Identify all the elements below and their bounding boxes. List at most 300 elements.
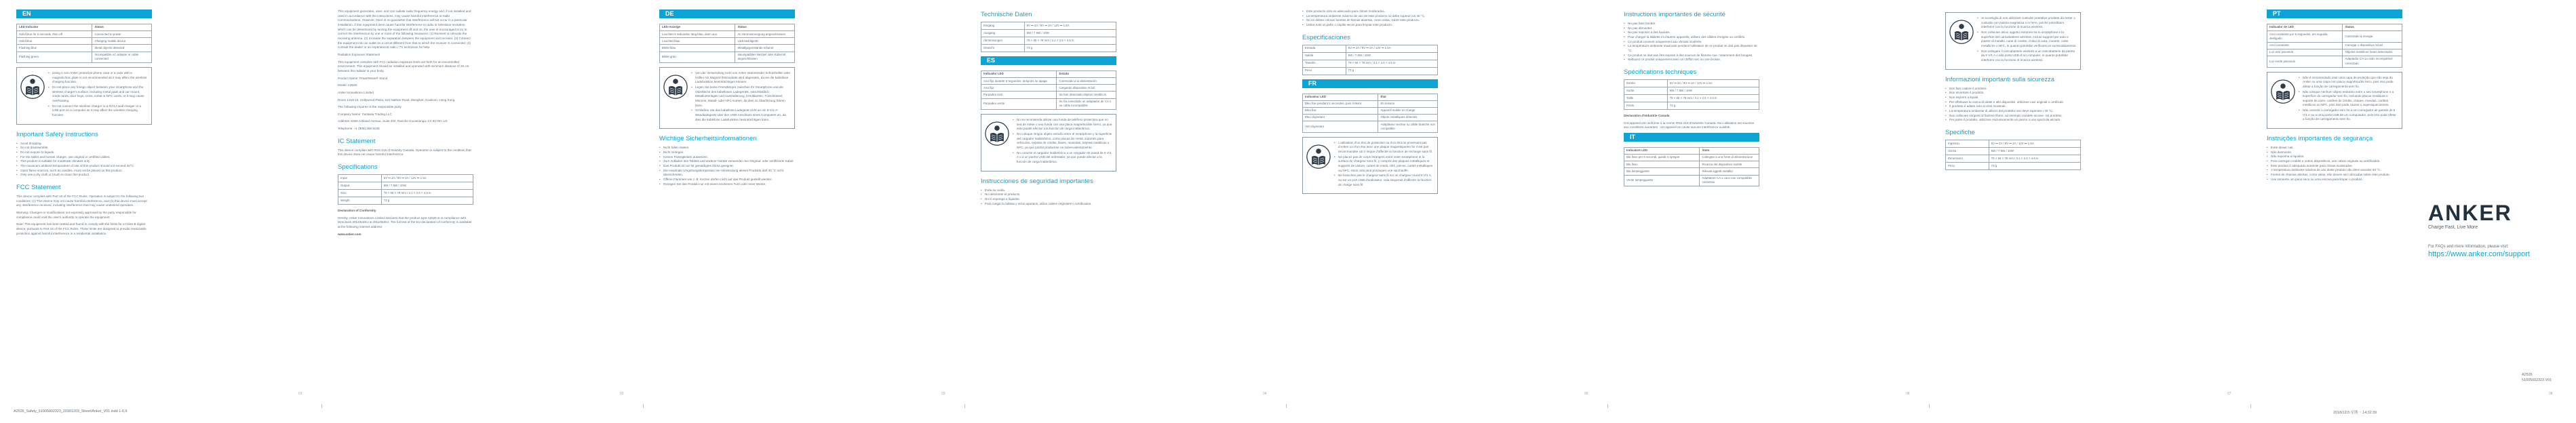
spec-value: 73 g: [1346, 67, 1437, 75]
warning-list: [1013, 118, 1112, 165]
column-header-status: Estado: [1057, 71, 1116, 78]
spec-value: 73 g: [1667, 102, 1759, 109]
spec-row: [1946, 155, 2081, 162]
list-item: • Pour charger la tablette et d'autres appareils, utilisez des câbles d'origine ou certifiés.: [1624, 35, 1759, 40]
warning-list: [1334, 141, 1434, 188]
declaration-url: www.anker.com: [338, 232, 362, 236]
specifications-table: [981, 22, 1116, 52]
led-status-cell: Se han detectado objetos metálicos: [1057, 92, 1116, 98]
spec-row: [338, 175, 473, 182]
specifications-title: Spécifications techniques: [1624, 68, 1697, 76]
list-item: • Nicht fallen lassen.: [659, 146, 795, 150]
list-item: • A temperatura ambiente máxima de uso deste produto não deve exceder 40 °C.: [2267, 168, 2402, 173]
warning-item: • Non collocare alcun oggetto estraneo tra lo smartphone e la superficie del caricabatterie wireless, inclusi supporti per auto e piastre di metallo, carte di credito, chiavi di casa, monete, carte metalliche o NFC, in quanto potrebbe verificarsi un surriscaldamento.: [1977, 31, 2077, 49]
table-row: [660, 31, 795, 38]
spec-value: 73 g: [1989, 162, 2080, 169]
list-item: • Only use a dry cloth or brush to clean this product.: [16, 173, 152, 178]
led-indicator-table: [981, 70, 1116, 110]
table-row: [660, 52, 795, 63]
list-item: • Open flame sources, such as candles, must not be placed on this product.: [16, 169, 152, 174]
spec-row: [981, 45, 1116, 52]
spec-label: Sortie: [1624, 87, 1668, 94]
table-row: [17, 52, 152, 63]
page-column-left: [1302, 9, 1438, 198]
led-status-cell: An Stromversorgung angeschlossen: [735, 31, 795, 38]
warning-item: • L'utilisation d'un étui de protection ou d'un étui ne provenant pas d'Anker ou d'un étui avec une plaque magnétique/en fer n'est pas recommandée car il risque d'affecter la fonction de recharge sans fil.: [1334, 141, 1434, 155]
list-item: • Este produto é adequado somente para climas moderados.: [2267, 164, 2402, 169]
column-header-indicator: Indicatore LED: [1624, 147, 1700, 154]
list-item: • La temperatura ambiente di utilizzo del prodotto non deve superare i 40 °C.: [1945, 109, 2081, 114]
warning-list: [48, 71, 148, 118]
table-row: [981, 85, 1116, 92]
spec-value: 5V ⎓ 2A / 9V ⎓ 2A / 12V ⎓ 1.5A: [381, 175, 473, 182]
list-item: • Non esporre a liquidi.: [1945, 96, 2081, 100]
safety-title: Instructions importantes de sécurité: [1624, 11, 1725, 18]
spec-label: Ausgang: [981, 30, 1025, 37]
led-indicator-cell: Parpadeo verde: [981, 98, 1057, 110]
table-row: [981, 78, 1116, 85]
table-row: [1624, 161, 1759, 168]
led-status-cell: Appareil mobile en charge: [1378, 107, 1438, 114]
led-indicator-cell: Azul constante: [2267, 42, 2343, 49]
print-footer-left: A2526_Safety_51005002323_20181203_Sheet/Anker_V01.indd 1-6,9: [14, 409, 128, 414]
list-item: • Ne pas exposer à des liquides.: [1624, 31, 1759, 35]
column-header-indicator: Indicateur LED: [1303, 94, 1378, 100]
led-indicator-cell: Flashing blue: [17, 45, 92, 52]
support-url: https://www.anker.com/support: [2428, 250, 2530, 258]
list-item: • Das Produkt ist nur für gemäßigtes Klima geeignet.: [659, 164, 795, 169]
list-item: • Nettoyez ce produit uniquement avec un chiffon sec ou une brosse.: [1624, 58, 1759, 62]
table-row: [1303, 107, 1438, 114]
info-paragraph: The following importer is the responsible party.: [338, 105, 402, 109]
safety-title: Instrucciones de seguridad importantes: [981, 177, 1093, 185]
led-status-cell: Ricarica del dispositivo mobile: [1700, 161, 1759, 168]
led-status-cell: Adaptateur secteur ou câble branché non compatible: [1378, 121, 1438, 133]
led-status-cell: Charging mobile device: [92, 38, 152, 45]
manual-page-06: [1607, 0, 1929, 423]
list-item: • Ne pas faire tomber.: [1624, 22, 1759, 26]
spec-value: 78 × 65 × 78 mm / 3.1 × 2.6 × 4.6 in: [1667, 94, 1759, 102]
page-column-left: [16, 9, 152, 239]
spec-row: [1946, 162, 2081, 169]
list-item: • Non collocare sorgenti di fiamme libere, ad esempio candele accese, sul prodotto.: [1945, 114, 2081, 119]
spec-label: Entrée: [1624, 79, 1668, 87]
specifications-title: Technische Daten: [981, 11, 1032, 18]
led-indicator-cell: Luz verde piscando: [2267, 56, 2343, 68]
fold-line: [321, 404, 322, 408]
specifications-table: [1302, 45, 1438, 75]
warning-box: [659, 67, 795, 129]
fold-line: [1286, 404, 1287, 408]
led-indicator-table: [659, 24, 795, 63]
info-paragraph: This equipment generates, uses, and can radiate radio frequency energy and, if not installed and used in accordance with the instructions, may cause harmful interference to radio communications. However, there is no guarantee that interference will not occur in a particular installation. If this equipment does cause harmful interference to radio or television reception, which can be determined by turning the equipment off and on, the user is encouraged to try to correct the interference by one or more of the following measures: (1) Reorient or relocate the receiving antenna. (2) Increase the separation between the equipment and receiver. (3) Connect the equipment into an outlet on a circuit different from that to which the receiver is connected. (4) Consult the dealer or an experienced radio / TV technician for help.: [338, 9, 471, 49]
warning-list: [691, 71, 791, 122]
list-item: • Reinigen Sie das Produkt nur mit einem trockenen Tuch oder einer Bürste.: [659, 182, 795, 187]
list-item: • Die maximale Umgebungstemperatur bei Verwendung dieses Produkts darf 40 °C nicht überschreiten.: [659, 169, 795, 178]
table-row: [981, 98, 1116, 110]
spec-row: [1303, 67, 1438, 75]
specifications-table: [1945, 140, 2081, 170]
part-code: 51005002323 V01: [2522, 378, 2552, 383]
table-row: [17, 45, 152, 52]
table-row: [17, 38, 152, 45]
led-indicator-cell: Azul constante por 5 segundos, em seguida, desligado: [2267, 31, 2343, 43]
page-content: [1929, 9, 2250, 393]
safety-list: [659, 146, 795, 186]
led-status-cell: Connected to power: [92, 31, 152, 38]
page-number: 04: [1263, 392, 1267, 396]
model-info: [2522, 372, 2552, 383]
table-row: [17, 31, 152, 38]
led-status-cell: Carregar o dispositivo móvel: [2343, 42, 2402, 49]
safety-title: Informazioni importanti sulla sicurezza: [1945, 75, 2055, 83]
list-item: • This product is suitable for moderate climates only.: [16, 159, 152, 164]
list-item: • Keinen Flüssigkeiten aussetzen.: [659, 155, 795, 160]
table-header-row: [17, 24, 152, 31]
page-number: 06: [1906, 392, 1910, 396]
led-indicator-cell: Blinkt grün: [660, 52, 735, 63]
led-indicator-cell: Parpadeo azul: [981, 92, 1057, 98]
spec-row: [1624, 94, 1759, 102]
column-header-indicator: Indicador de LED: [2267, 24, 2343, 31]
spec-value: 73 g: [381, 197, 473, 205]
led-indicator-table: [1624, 147, 1759, 186]
page-content: [964, 9, 1286, 393]
spec-value: 5V ⎓ 2A / 9V ⎓ 2A / 12V ⎓ 1.5A: [1989, 140, 2080, 147]
fcc-paragraph: This device complies with Part 15 of the FCC Rules. Operation is subject to the following two conditions: (1) This device may not cause harmful interference, and (2) this device must accept any interference received, including interference that may cause undesired operation.: [16, 194, 147, 207]
read-manual-icon: [20, 75, 45, 100]
list-item: • Do not expose to liquids.: [16, 150, 152, 155]
column-header-status: Status: [2343, 24, 2402, 31]
specifications-title: Specifiche: [1945, 128, 1975, 136]
warning-item: • Do not connect the wireless charger to a 5V/1A wall charger or a USB port on a computer as it may affect the wireless charging function.: [48, 104, 148, 118]
led-indicator-cell: Azul fijo durante 5 segundos, después se apaga: [981, 78, 1057, 85]
list-item: • Ce produit convient uniquement aux climats modérés.: [1624, 40, 1759, 45]
declaration-title: Declaration of Conformity: [338, 209, 376, 213]
anker-logo: ANKER: [2428, 201, 2512, 225]
table-row: [1303, 115, 1438, 121]
fcc-title: FCC Statement: [16, 183, 61, 191]
warning-item: • Von der Verwendung nicht von Anker stammender Schutzhüllen oder Hüllen mit Magnet-/Eisenplatte wird abgeraten, da sie die kabellose Ladefunktion beeinträchtigen können.: [691, 71, 791, 85]
warning-item: • Do not place any foreign object between your smartphone and the wireless charger's surface, including metal pads and car mount, credit cards, door keys, coins, metal or NFC cards, or it may cause overheating.: [48, 85, 148, 104]
spec-label: Peso: [1946, 162, 1989, 169]
page-number: 08: [2549, 392, 2553, 396]
list-item: • Não desmonte.: [2267, 150, 2402, 155]
spec-label: Output: [338, 182, 382, 190]
table-row: [1624, 175, 1759, 186]
list-item: • No se deben colocar fuentes de llamas abiertas, como velas, sobre este producto.: [1302, 18, 1438, 23]
list-item: • Use somente um pano seco ou uma escova para limpar o produto.: [2267, 178, 2402, 182]
column-header-indicator: Indicador LED: [981, 71, 1057, 78]
info-paragraph: Room 1318-19, Hollywood Plaza, 610 Nathan Road, Mongkok, Kowloon, Hong Kong: [338, 98, 455, 102]
spec-label: Gewicht: [981, 45, 1025, 52]
spec-row: [981, 22, 1116, 30]
language-tab-es: ES: [981, 56, 1116, 65]
led-status-cell: Se ha conectado un adaptador de CA o un cable incompatible: [1057, 98, 1116, 110]
led-status-cell: Adattatore CA o cavo non compatibile connesso: [1700, 175, 1759, 186]
led-status-cell: Rilevati oggetti metallici: [1700, 168, 1759, 175]
warning-item: • Si sconsiglia di non utilizzare custodie protettive prodotte da Anker o custodie con piastra magnetica o in ferro, poiché potrebbero interferire con la funzione di ricarica wireless.: [1977, 16, 2077, 30]
page-content: [643, 9, 964, 393]
page-column-left: [2267, 9, 2402, 184]
read-manual-icon: [2271, 79, 2295, 105]
spec-label: Taille: [1624, 94, 1668, 102]
safety-list: [981, 188, 1116, 207]
list-item: • Avoid dropping.: [16, 142, 152, 146]
spec-label: Ingresso: [1946, 140, 1989, 147]
manual-page-01: [0, 0, 321, 423]
warning-item: • Ne branchez pas le chargeur sans fil sur un chargeur mural 5 V/1 A ou sur un port USB d'ordinateur, cela risquerait d'affecter la fonction de charge sans fil.: [1334, 174, 1434, 187]
page-content: [1607, 9, 1929, 393]
fold-line: [964, 404, 965, 408]
led-indicator-cell: Azul fijo: [981, 85, 1057, 92]
warning-box: [1945, 12, 2081, 70]
list-item: • Evite deixar cair.: [2267, 146, 2402, 150]
spec-label: Weight: [338, 197, 382, 205]
read-manual-icon: [985, 121, 1009, 147]
table-row: [1624, 168, 1759, 175]
language-tab-fr: FR: [1302, 79, 1438, 88]
fold-line: [2250, 404, 2251, 408]
spec-value: 5W / 7.5W / 10W: [1989, 147, 2080, 155]
led-indicator-cell: Luz azul piscando: [2267, 49, 2343, 56]
led-indicator-cell: Solid blue: [17, 38, 92, 45]
page-number: 07: [2227, 392, 2231, 396]
spec-value: 5W / 7.5W / 10W: [1667, 87, 1759, 94]
column-header-status: Status: [92, 24, 152, 31]
safety-list: [1624, 22, 1759, 62]
led-indicator-cell: Leuchtet 5 Sekunden lang blau, dann aus: [660, 31, 735, 38]
info-paragraph: Product Name: PowerWave® Stand: [338, 76, 388, 80]
led-indicator-cell: Solid blue for 5 seconds, then off: [17, 31, 92, 38]
page-content: [1286, 9, 1607, 393]
table-row: [2267, 56, 2402, 68]
list-item: • Este producto solo es adecuado para climas moderados.: [1302, 9, 1438, 14]
led-status-cell: Conectado à energia: [2343, 31, 2402, 43]
warning-box: [16, 67, 152, 125]
column-header-status: Stato: [1700, 147, 1759, 154]
led-indicator-cell: Verde lampeggiante: [1624, 175, 1700, 186]
fold-line: [1607, 404, 1608, 408]
spec-value: 5V ⎓ 2A / 9V ⎓ 2A / 12V ⎓ 1.5A: [1024, 22, 1116, 30]
spec-value: 5W / 7.5W / 10W: [1024, 30, 1116, 37]
list-item: • Do not disassemble.: [16, 146, 152, 150]
warning-list: [2299, 76, 2398, 123]
safety-list-continued: [1302, 9, 1438, 28]
spec-value: 5W / 7.5W / 10W: [381, 182, 473, 190]
print-footer-right: 2018/12/3 星期一 14:32:39: [2333, 411, 2377, 415]
list-item: • Per pulire il prodotto, utilizzare esclusivamente un panno o una spazzola asciutti.: [1945, 118, 2081, 123]
ic-title: IC Statement: [338, 137, 376, 145]
spec-value: 78 × 65 × 78 mm / 3.1 × 2.6 × 4.6 in: [1024, 37, 1116, 45]
safety-list: [1945, 87, 2081, 123]
read-manual-icon: [1949, 20, 1974, 45]
led-status-cell: Adaptador CA ou cabo incompatível conectado: [2343, 56, 2402, 68]
warning-item: • Não coloque nenhum objeto estranho entre o seu smartphone e a superfície do carregador sem fio, incluindo placas metálicas e suporte de carro, cartões de crédito, chaves, moedas, cartões metálicos ou NFC, pois isso pode causar o superaquecimento.: [2299, 90, 2398, 108]
table-row: [2267, 42, 2402, 49]
warning-item: • No se recomienda utilizar una funda de teléfono protectora que no sea de Anker o una funda con una placa magnética/de hierro, ya que esto puede afectar a la función de carga inalámbrica.: [1013, 118, 1112, 132]
page-number: 03: [941, 392, 945, 396]
safety-title: Wichtige Sicherheitsinformationen: [659, 135, 757, 143]
led-indicator-cell: Blinkt blau: [660, 45, 735, 52]
spec-label: Salida: [1303, 52, 1346, 60]
ic-paragraph: This device complies with RSS-216 of Industry Canada. Operation is subject to the condition that this device does not cause harmful interference.: [338, 148, 471, 157]
warning-item: • Using a non-Anker protective phone case or a case with a magnetic/iron plate is not recommended as it may affect the wireless charging function.: [48, 71, 148, 85]
warning-item: • Não conecte o carregador sem fio a um carregador de parede de 5 V/1 A ou a uma porta USB de um computador, pois isso pode afetar a função de carregamento sem fio.: [2299, 108, 2398, 122]
warning-item: • No conecte el cargador inalámbrico a un cargador de pared de 5 V/1 A o a un puerto USB del ordenador, ya que puede afectar a la función de carga inalámbrica.: [1013, 151, 1112, 165]
page-column-left: [659, 9, 795, 189]
warning-list: [1977, 16, 2077, 63]
spec-row: [1624, 79, 1759, 87]
list-item: • Utilice solo un paño o cepillo secos para limpiar este producto.: [1302, 23, 1438, 28]
list-item: • Ne pas démonter.: [1624, 26, 1759, 31]
led-indicator-cell: Bleu fixe: [1303, 107, 1378, 114]
safety-title: Important Safety Instructions: [16, 130, 98, 138]
list-item: • Zum Aufladen des Tablets und anderer Geräte verwenden Sie Original- oder zertifizierte Kabel.: [659, 159, 795, 164]
list-item: • No desmonte el producto.: [981, 193, 1116, 197]
specifications-title: Specifications: [338, 163, 378, 172]
list-item: • No lo exponga a líquidos.: [981, 197, 1116, 202]
page-column-left: [1945, 9, 2081, 174]
page-content: [321, 9, 643, 393]
led-indicator-cell: Blu fisso per 5 secondi, quindi si spegne: [1624, 155, 1700, 161]
warning-item: • No coloque ningún objeto extraño entre el smartphone y la superficie del cargador inalámbrico, como placas de metal, soportes para vehículos, tarjetas de crédito, llaves, monedas, tarjetas metálicas o NFC, ya que podría producirse un sobrecalentamiento.: [1013, 132, 1112, 150]
page-number: 02: [620, 392, 624, 396]
list-item: • Ce produit ne doit pas être exposé à des sources de flamme nue, notamment des bougies.: [1624, 54, 1759, 58]
manual-page-04: [964, 0, 1286, 423]
table-row: [2267, 49, 2402, 56]
list-item: • Offene Flammen wie z. B. Kerzen dürfen nicht auf das Produkt gestellt werden.: [659, 178, 795, 182]
list-item: • The maximum ambient temperature of use of this product should not exceed 40°C.: [16, 164, 152, 169]
spec-row: [1624, 102, 1759, 109]
spec-label: Input: [338, 175, 382, 182]
column-header-status: État: [1378, 94, 1438, 100]
info-paragraph: Telephone: +1 (909) 368-8226: [338, 127, 380, 131]
table-header-row: [1303, 94, 1438, 100]
led-status-cell: Objetos metálicos foram detectados: [2343, 49, 2402, 56]
spec-label: Tamaño: [1303, 60, 1346, 67]
column-header-indicator: LED Indicator: [17, 24, 92, 31]
spec-value: 78 × 65 × 78 mm / 3.1 × 2.6 × 4.6 in: [1989, 155, 2080, 162]
led-indicator-table: [1302, 94, 1438, 133]
language-tab: EN: [16, 9, 152, 18]
info-paragraph: This equipment complies with FCC radiation exposure limits set forth for an uncontrolled environment. This equipment should be installed and operated with minimum distance of 20 cm between the radiator & your body.: [338, 60, 469, 73]
specifications-table: [1624, 79, 1759, 110]
warning-item: • Não é recomendado usar uma capa de proteção que não seja da Anker ou uma capa com placa magnética/de ferro, pois isso pode afetar a função de carregamento sem fio.: [2299, 76, 2398, 89]
led-status-cell: Collegato a una fonte di alimentazione: [1700, 155, 1759, 161]
specifications-table: [338, 174, 473, 205]
info-paragraph: Model: A2526: [338, 83, 357, 87]
spec-row: [1624, 87, 1759, 94]
read-manual-icon: [1306, 144, 1331, 170]
led-indicator-cell: Flashing green: [17, 52, 92, 63]
warning-item: • Ne placez pas de corps étrangers entre votre smartphone et la surface du chargeur sans fil, y compris des plaques métalliques et supports de voiture, cartes de crédit, clés, pièces, cartes métalliques ou NFC, sinon cela peut provoquer une surchauffe.: [1334, 155, 1434, 174]
table-header-row: [2267, 24, 2402, 31]
language-tab-it: IT: [1624, 133, 1759, 142]
spec-label: Dimensioni: [1946, 155, 1989, 162]
spec-label: Size: [338, 190, 382, 197]
table-row: [1303, 121, 1438, 133]
spec-row: [1946, 140, 2081, 147]
table-header-row: [981, 71, 1116, 78]
led-indicator-cell: Blu fisso: [1624, 161, 1700, 168]
spec-value: 5V ⎓ 2A / 9V ⎓ 2A / 12V ⎓ 1.5A: [1346, 45, 1437, 52]
spec-value: 78 × 65 × 78 mm / 3.1 × 2.6 × 4.6 in: [1346, 60, 1437, 67]
list-item: • Para cargar la tableta y otros aparatos, utilice cables originales o certificados.: [981, 202, 1116, 207]
table-row: [660, 38, 795, 45]
led-indicator-table: [2267, 24, 2402, 68]
table-header-row: [1624, 147, 1759, 154]
table-row: [981, 92, 1116, 98]
spec-row: [1303, 45, 1438, 52]
fold-line: [1929, 404, 1930, 408]
led-indicator-cell: Bleu fixe pendant 5 secondes, puis s'éteint: [1303, 100, 1378, 107]
declaration-text: Hereby, Anker Innovations Limited declares that the product type A2526 is in compliance with Directives 2014/53/EU & 2011/65/EU. The full text of the EU declaration of conformity is available at the following internet address:: [338, 216, 472, 229]
manual-page-02: [321, 0, 643, 423]
language-tab: DE: [659, 9, 795, 18]
spec-label: Peso: [1303, 67, 1346, 75]
list-item: • Nicht zerlegen.: [659, 150, 795, 155]
led-status-cell: Inkompatibles Netzteil oder Kabel ist angeschlossen: [735, 52, 795, 63]
led-status-cell: Metallgegenstände erkannt: [735, 45, 795, 52]
led-indicator-cell: Leuchtet blau: [660, 38, 735, 45]
led-indicator-cell: Vert clignotant: [1303, 121, 1378, 133]
spec-row: [1303, 60, 1438, 67]
safety-list: [16, 142, 152, 178]
spec-row: [338, 197, 473, 205]
spec-row: [981, 37, 1116, 45]
info-paragraph: Address: 5350 Ackland Avenue, Suite 202, Rancho Cucamonga, CA 91730, US: [338, 119, 448, 123]
led-status-cell: Objets métalliques détectés: [1378, 115, 1438, 121]
table-row: [2267, 31, 2402, 43]
table-row: [660, 45, 795, 52]
led-status-cell: Lädt Mobilgerät: [735, 38, 795, 45]
fcc-paragraph: Warning: Changes or modifications not expressly approved by the party responsible for compliance could void the user's authority to operate the equipment.: [16, 210, 136, 219]
table-row: [1624, 155, 1759, 161]
spec-row: [1946, 147, 2081, 155]
page-column-left: [338, 9, 473, 239]
spec-value: 78 × 65 × 78 mm / 3.1 × 2.6 × 4.6 in: [381, 190, 473, 197]
led-status-cell: En tension: [1378, 100, 1438, 107]
spec-label: Poids: [1624, 102, 1668, 109]
page-number: 05: [1584, 392, 1588, 396]
fcc-paragraph: Note: This equipment has been tested and found to comply with the limits for a Class B digital device, pursuant to Part 15 of the FCC Rules. These limits are designed to provide reasonable protection against harmful interference in a residential installation.: [16, 222, 147, 235]
ic-title: Déclaration d'Industrie Canada: [1624, 113, 1670, 117]
manual-page-07: [1929, 0, 2250, 423]
info-paragraph: Anker Innovations Limited: [338, 90, 374, 94]
page-content: [0, 9, 321, 393]
page-column-left: [1624, 9, 1759, 190]
warning-item: • Legen Sie keine Fremdkörper zwischen Ihr Smartphone und die Oberfläche des kabellosen Ladegeräts, einschließlich Metallunterlagen und Autohalterung, Kreditkarten, Türschlüssel, Münzen, Metall- oder NFC-Karten, da dies zu Überhitzung führen kann.: [691, 85, 791, 108]
warning-item: • Schließen Sie das kabellose Ladegerät nicht an ein 5-V/1-A-Wandladegerät oder den USB-Anschluss eines Computers an, da dies die kabellose Ladefunktion beeinträchtigen kann.: [691, 108, 791, 122]
list-item: • Fontes de chamas abertas, como velas, não devem ser colocadas sobre este produto.: [2267, 173, 2402, 178]
spec-row: [981, 30, 1116, 37]
led-status-cell: Incompatible AC adapter or cable connected: [92, 52, 152, 63]
list-item: • Il prodotto è adatto solo ai climi moderati.: [1945, 104, 2081, 109]
info-paragraph: Company Name: Fantasia Trading LLC: [338, 112, 392, 116]
info-paragraph: Radiation Exposure Statement: [338, 52, 380, 56]
spec-row: [1303, 52, 1438, 60]
led-status-cell: Metal objects detected: [92, 45, 152, 52]
spec-row: [338, 190, 473, 197]
manual-page-05: [1286, 0, 1607, 423]
led-indicator-table: [16, 24, 152, 63]
manual-page-03: [643, 0, 964, 423]
table-header-row: [660, 24, 795, 31]
table-row: [1303, 100, 1438, 107]
page-content: [2250, 9, 2572, 393]
spec-label: Uscita: [1946, 147, 1989, 155]
